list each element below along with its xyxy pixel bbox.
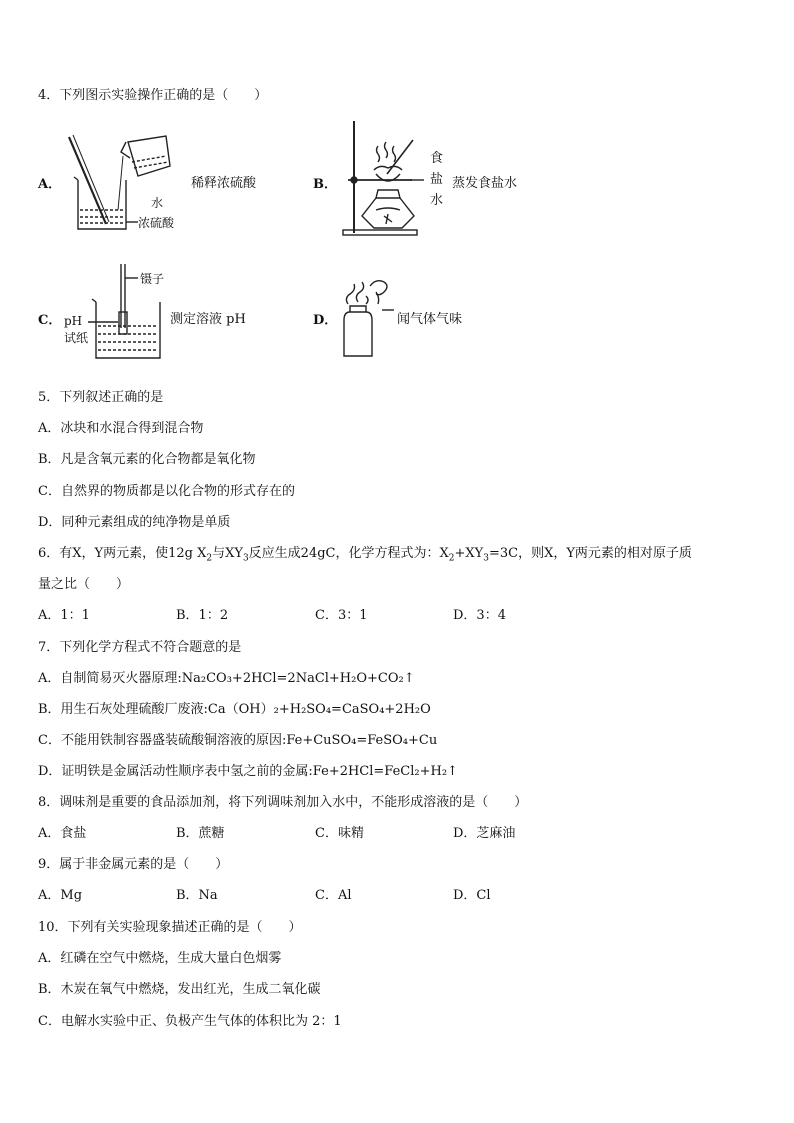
q8-option-b: B．蔗糖 <box>176 826 225 841</box>
q6-option-a: A．1：1 <box>38 608 90 623</box>
question-6-stem-line2: 量之比（ ） <box>38 577 130 592</box>
q8-option-c: C．味精 <box>315 826 364 841</box>
q4-option-d-label: 闻气体气味 <box>397 312 463 327</box>
q6-option-b: B．1：2 <box>176 608 229 623</box>
q4-option-c-label: 测定溶液 pH <box>170 312 246 327</box>
q4-option-b-letter: B． <box>313 177 337 192</box>
question-5-stem: 5．下列叙述正确的是 <box>38 390 164 405</box>
q7-option-a: A．自制简易灭火器原理:Na₂CO₃+2HCl=2NaCl+H₂O+CO₂↑ <box>38 671 415 686</box>
q4-option-a-label: 稀释浓硫酸 <box>191 176 257 191</box>
q5-option-b: B．凡是含氧元素的化合物都是氧化物 <box>38 452 256 467</box>
q10-option-a: A．红磷在空气中燃烧，生成大量白色烟雾 <box>38 951 282 966</box>
question-10-stem: 10．下列有关实验现象描述正确的是（ ） <box>38 920 302 935</box>
evaporate-salt-figure <box>340 118 430 240</box>
q4-option-d-letter: D． <box>313 313 338 328</box>
q9-option-b: B．Na <box>176 888 218 903</box>
question-6-stem: 6．有X，Y两元素，使12g $X_2$与$XY_3$反应生成24gC，化学方程式为：$X_2+XY_3=3C$，则X，Y两元素的相对原子质 <box>38 546 692 564</box>
question-4-stem: 4．下列图示实验操作正确的是（ ） <box>38 88 268 103</box>
water-label: 水 <box>151 196 164 210</box>
question-8-stem: 8．调味剂是重要的食品添加剂，将下列调味剂加入水中，不能形成溶液的是（ ） <box>38 795 528 810</box>
q7-option-b: B．用生石灰处理硫酸厂废液:Ca（OH）₂+H₂SO₄=CaSO₄+2H₂O <box>38 702 431 717</box>
q6-option-c: C．3：1 <box>315 608 368 623</box>
salt-label-1: 食 <box>430 151 444 166</box>
salt-label-2: 盐 <box>430 172 444 187</box>
ph-paper-label-1: pH <box>64 314 83 328</box>
q10-option-b: B．木炭在氧气中燃烧，发出红光，生成二氧化碳 <box>38 982 321 997</box>
ph-paper-label-2: 试纸 <box>64 331 89 345</box>
q6-option-d: D．3：4 <box>453 608 506 623</box>
q10-option-c: C．电解水实验中正、负极产生气体的体积比为 2：1 <box>38 1014 342 1029</box>
tweezer-label: 镊子 <box>140 272 165 286</box>
q4-option-c-letter: C． <box>38 313 62 328</box>
question-9-stem: 9．属于非金属元素的是（ ） <box>38 857 229 872</box>
q9-option-c: C．Al <box>315 888 352 903</box>
q5-option-c: C．自然界的物质都是以化合物的形式存在的 <box>38 484 295 499</box>
q7-option-d: D．证明铁是金属活动性顺序表中氢之前的金属:Fe+2HCl=FeCl₂+H₂↑ <box>38 764 458 779</box>
question-7-stem: 7．下列化学方程式不符合题意的是 <box>38 640 242 655</box>
q9-option-a: A．Mg <box>38 888 83 903</box>
smell-gas-figure <box>336 276 398 360</box>
q4-option-a-letter: A． <box>38 177 62 192</box>
q5-option-a: A．冰块和水混合得到混合物 <box>38 421 204 436</box>
q4-option-b-label: 蒸发食盐水 <box>452 176 518 191</box>
salt-label-3: 水 <box>430 193 444 208</box>
q7-option-c: C．不能用铁制容器盛装硫酸铜溶液的原因:Fe+CuSO₄=FeSO₄+Cu <box>38 733 438 748</box>
q8-option-a: A．食盐 <box>38 826 87 841</box>
q8-option-d: D．芝麻油 <box>453 826 516 841</box>
q5-option-d: D．同种元素组成的纯净物是单质 <box>38 515 231 530</box>
q9-option-d: D．Cl <box>453 888 491 903</box>
conc-acid-label: 浓硫酸 <box>138 216 175 230</box>
